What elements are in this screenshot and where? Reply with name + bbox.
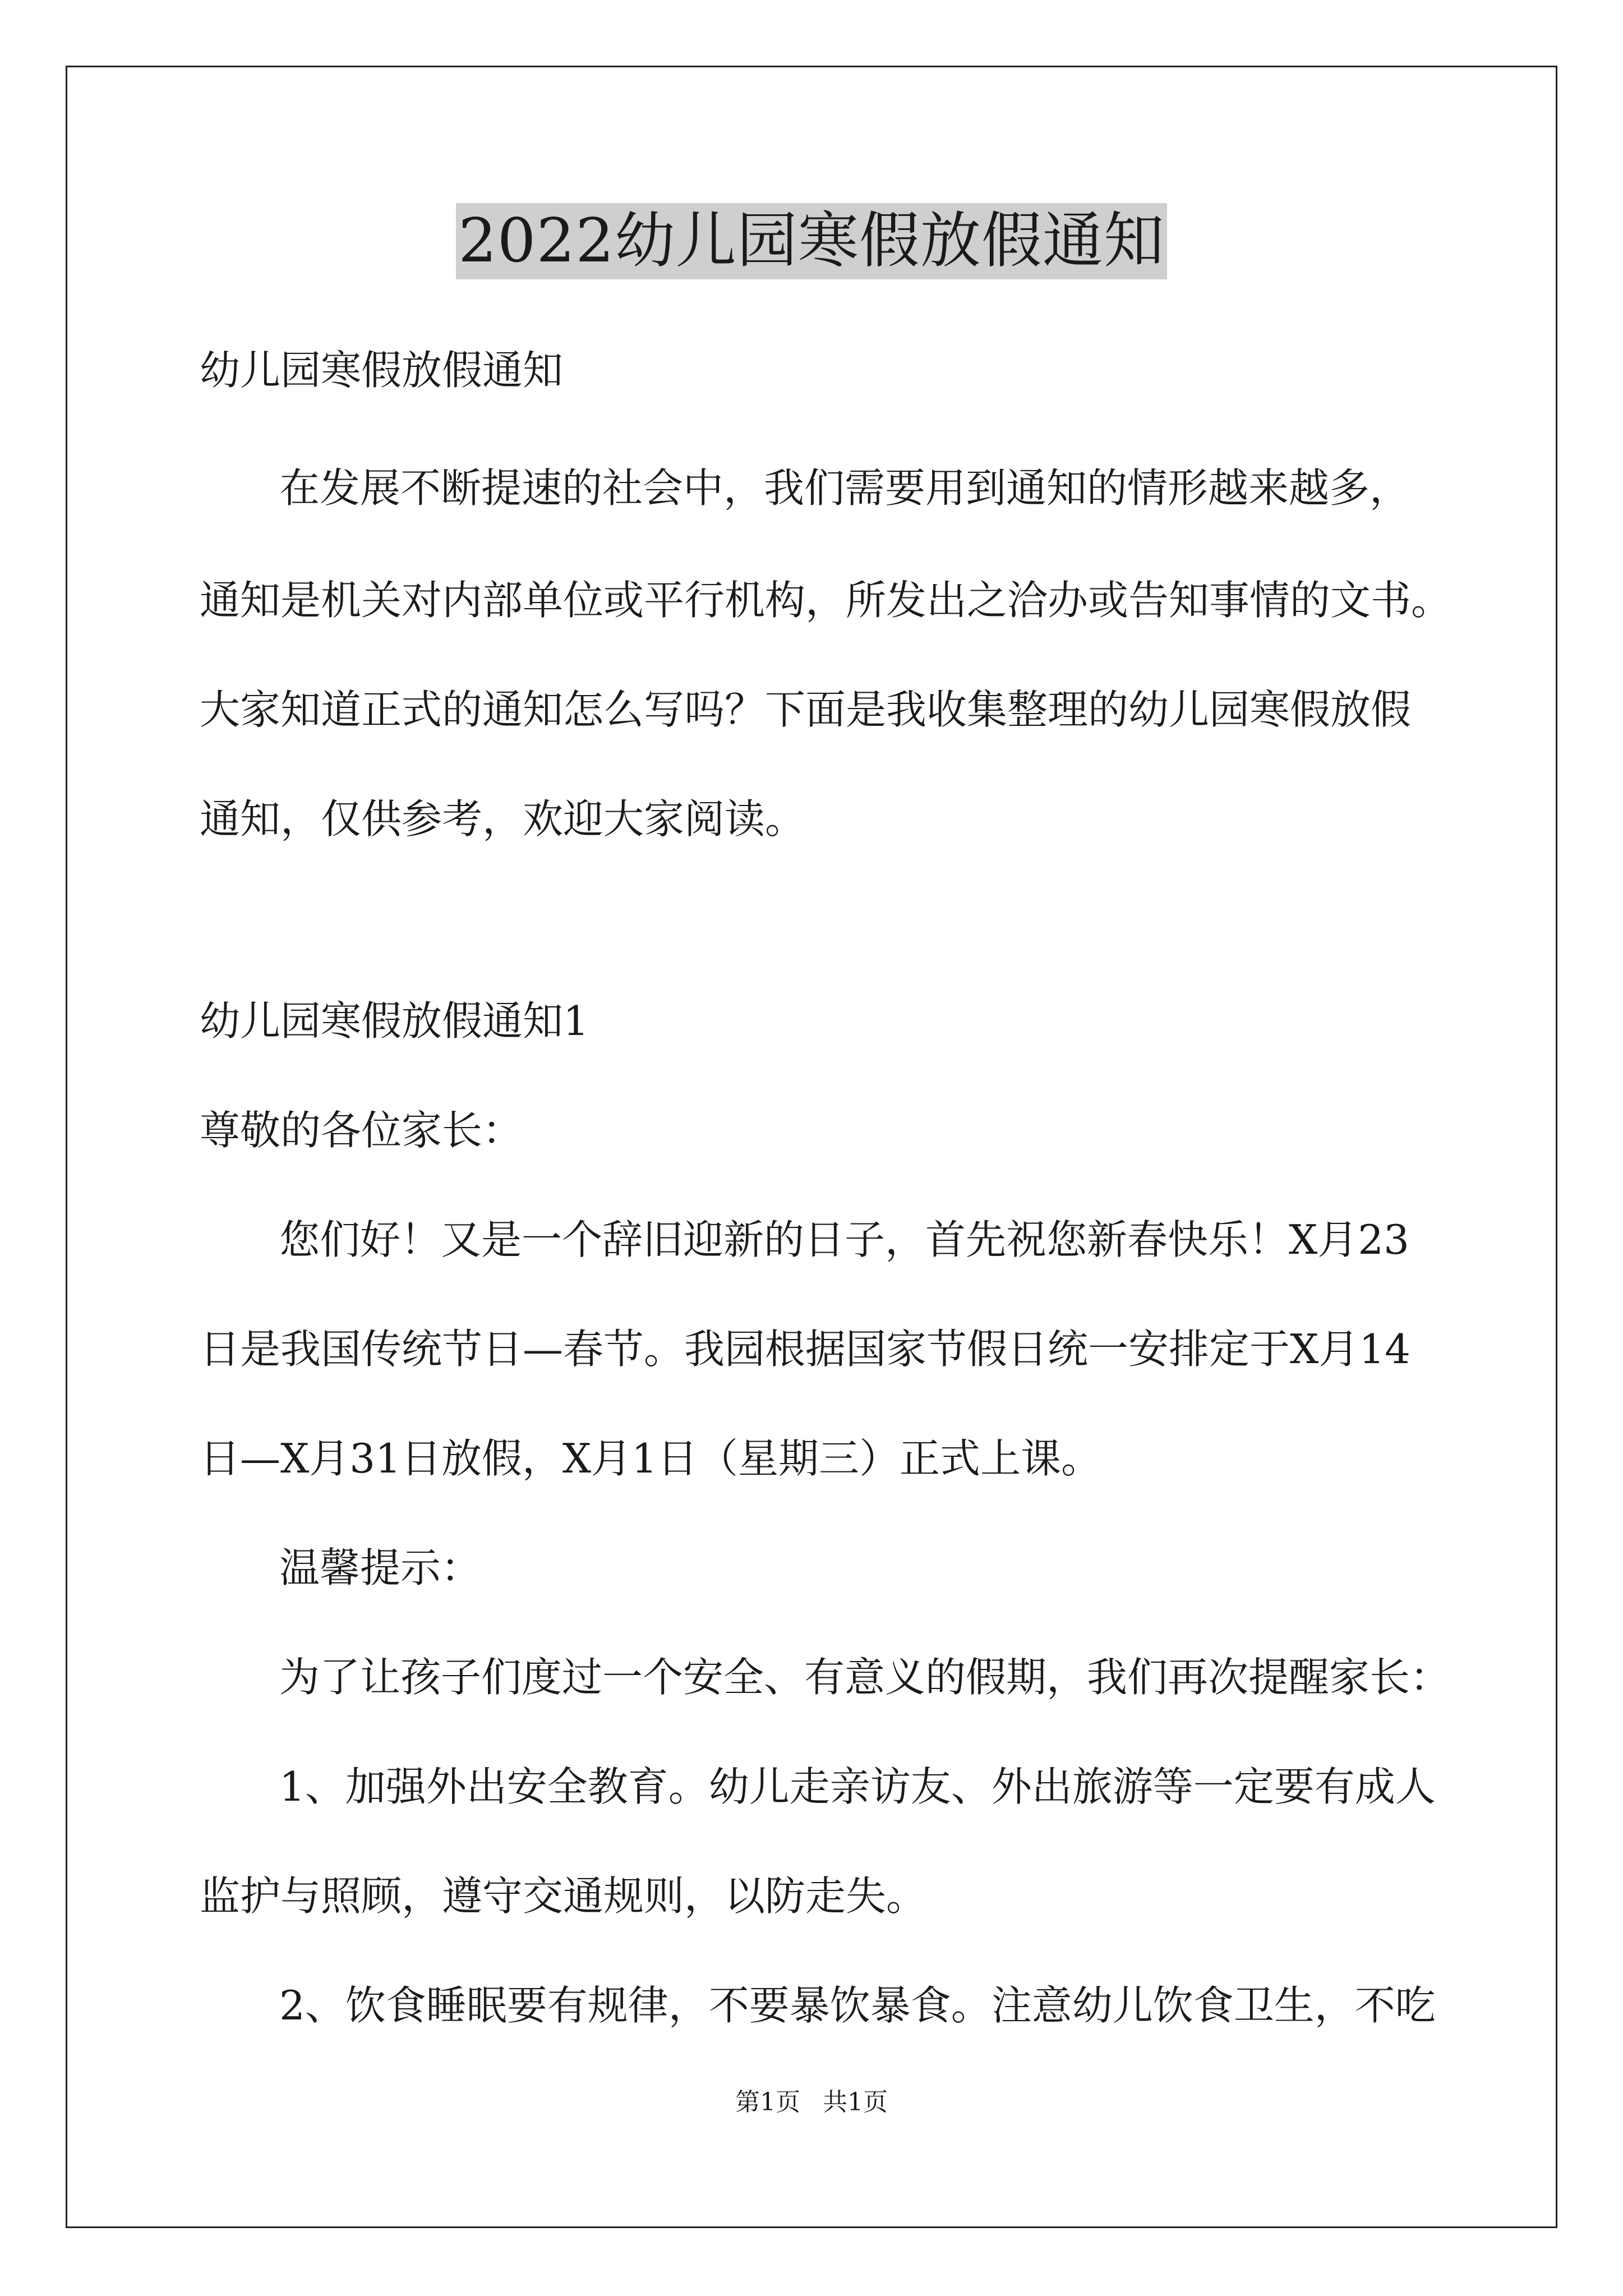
subtitle: 幼儿园寒假放假通知 [200, 347, 564, 394]
page-footer [0, 2087, 1623, 2118]
paragraph-line: 1、加强外出安全教育。幼儿走亲访友、外出旅游等一定要有成人 [279, 1763, 1436, 1810]
paragraph-line: 温馨提示： [279, 1544, 482, 1591]
paragraph-line: 为了让孩子们度过一个安全、有意义的假期，我们再次提醒家长： [279, 1654, 1451, 1701]
paragraph-line: 2、饮食睡眠要有规律，不要暴饮暴食。注意幼儿饮食卫生，不吃 [279, 1982, 1436, 2029]
paragraph-line: 日是我国传统节日—春节。我园根据国家节假日统一安排定于X月14 [200, 1326, 1410, 1373]
paragraph-line: 您们好！又是一个辞旧迎新的日子，首先祝您新春快乐！X月23 [279, 1216, 1409, 1263]
document-title: 2022幼儿园寒假放假通知 [456, 203, 1167, 279]
page-number: 第1页 [735, 2088, 800, 2116]
paragraph-line: 在发展不断提速的社会中，我们需要用到通知的情形越来越多， [279, 464, 1410, 512]
paragraph-line: 大家知道正式的通知怎么写吗？下面是我收集整理的幼儿园寒假放假 [200, 686, 1412, 733]
title-container [0, 203, 1623, 279]
paragraph-line: 通知是机关对内部单位或平行机构，所发出之洽办或告知事情的文书。 [200, 577, 1452, 624]
page-total: 共1页 [823, 2088, 888, 2116]
section-heading: 幼儿园寒假放假通知1 [200, 997, 589, 1045]
salutation: 尊敬的各位家长： [200, 1107, 523, 1154]
paragraph-line: 通知，仅供参考，欢迎大家阅读。 [200, 795, 806, 843]
paragraph-line: 监护与照顾，遵守交通规则，以防走失。 [200, 1872, 927, 1920]
paragraph-line: 日—X月31日放假，X月1日（星期三）正式上课。 [200, 1435, 1101, 1482]
